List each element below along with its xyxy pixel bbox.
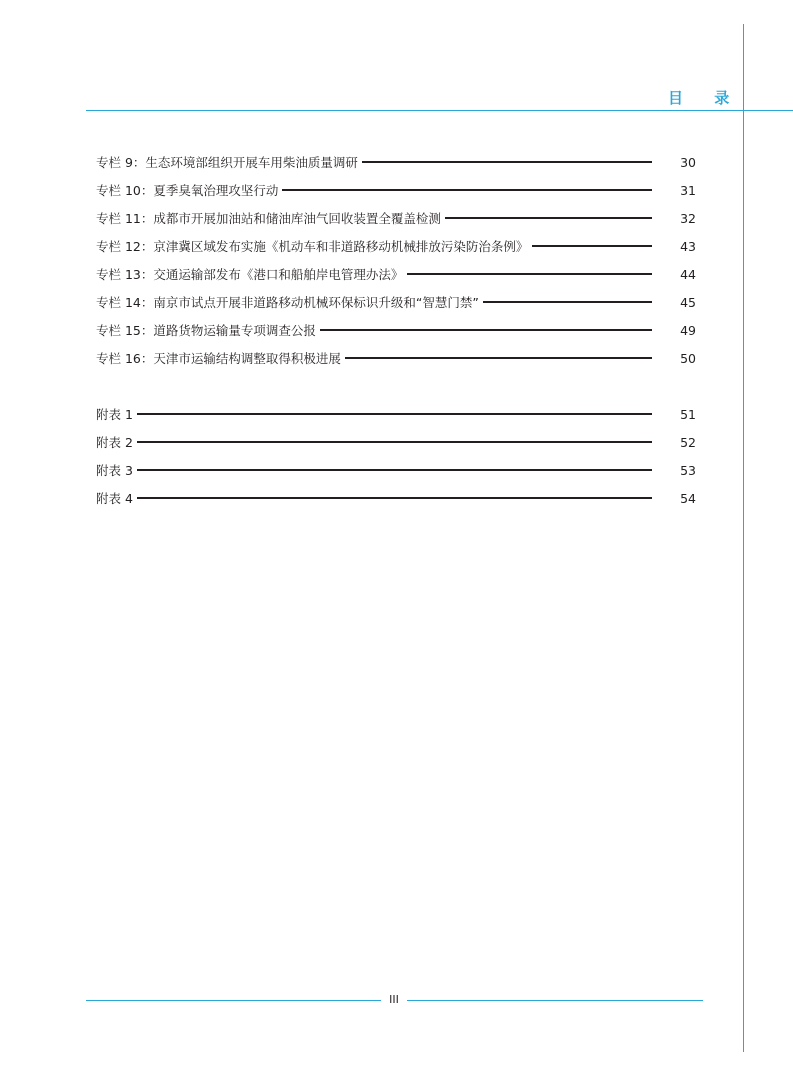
toc-leader-line xyxy=(137,469,652,470)
footer-rule-right xyxy=(407,1000,703,1001)
toc-entry-page: 53 xyxy=(680,462,696,478)
toc-appendix-entry[interactable] xyxy=(96,484,696,512)
toc-leader-line xyxy=(320,329,652,330)
toc-entry-label: 附表 2 xyxy=(96,435,133,450)
toc-entry-label: 附表 3 xyxy=(96,463,133,478)
footer-rule-left xyxy=(86,1000,381,1001)
toc-leader-line xyxy=(345,357,652,358)
toc-entry-page: 43 xyxy=(680,238,696,254)
toc-entry[interactable] xyxy=(96,344,696,372)
toc-entry-label: 专栏 14：南京市试点开展非道路移动机械环保标识升级和“智慧门禁” xyxy=(96,295,479,310)
toc-entry[interactable] xyxy=(96,288,696,316)
toc-entry-label: 专栏 13：交通运输部发布《港口和船舶岸电管理办法》 xyxy=(96,267,404,282)
toc-leader-line xyxy=(407,273,652,274)
toc-entry-page: 31 xyxy=(680,182,696,198)
toc-leader-line xyxy=(137,413,652,414)
toc-entry-label: 专栏 12：京津冀区域发布实施《机动车和非道路移动机械排放污染防治条例》 xyxy=(96,239,529,254)
toc-entry[interactable] xyxy=(96,176,696,204)
header-rule xyxy=(86,110,793,111)
toc-appendix-entry[interactable] xyxy=(96,456,696,484)
toc-leader-line xyxy=(532,245,652,246)
toc-entry-page: 52 xyxy=(680,434,696,450)
toc-entry-label: 专栏 9：生态环境部组织开展车用柴油质量调研 xyxy=(96,155,358,170)
toc-leader-line xyxy=(282,189,652,190)
toc-entry-page: 51 xyxy=(680,406,696,422)
toc-entry-label: 附表 1 xyxy=(96,407,133,422)
page-title: 目 录 xyxy=(668,89,743,107)
toc-entry-page: 32 xyxy=(680,210,696,226)
toc-leader-line xyxy=(483,301,652,302)
right-margin-rule xyxy=(743,24,744,1052)
toc-leader-line xyxy=(137,497,652,498)
toc-leader-line xyxy=(362,161,652,162)
toc-section-gap xyxy=(96,372,696,400)
page-number: III xyxy=(389,993,399,1006)
toc-entry-label: 专栏 10：夏季臭氧治理攻坚行动 xyxy=(96,183,279,198)
toc-appendix-entry[interactable] xyxy=(96,428,696,456)
toc-appendix-entry[interactable] xyxy=(96,400,696,428)
toc-entry[interactable] xyxy=(96,148,696,176)
toc-entry-page: 49 xyxy=(680,322,696,338)
toc-entry-page: 54 xyxy=(680,490,696,506)
toc-entry-label: 专栏 11：成都市开展加油站和储油库油气回收装置全覆盖检测 xyxy=(96,211,441,226)
toc-leader-line xyxy=(137,441,652,442)
toc-entry-label: 专栏 15：道路货物运输量专项调查公报 xyxy=(96,323,316,338)
toc-entry-label: 专栏 16：天津市运输结构调整取得积极进展 xyxy=(96,351,341,366)
toc-entry-label: 附表 4 xyxy=(96,491,133,506)
toc-entry-page: 50 xyxy=(680,350,696,366)
toc-entry[interactable] xyxy=(96,316,696,344)
toc-entry[interactable] xyxy=(96,204,696,232)
toc-leader-line xyxy=(445,217,652,218)
toc-entry-page: 30 xyxy=(680,154,696,170)
toc-entry[interactable] xyxy=(96,232,696,260)
table-of-contents xyxy=(96,148,696,512)
toc-entry-page: 44 xyxy=(680,266,696,282)
toc-entry[interactable] xyxy=(96,260,696,288)
toc-entry-page: 45 xyxy=(680,294,696,310)
